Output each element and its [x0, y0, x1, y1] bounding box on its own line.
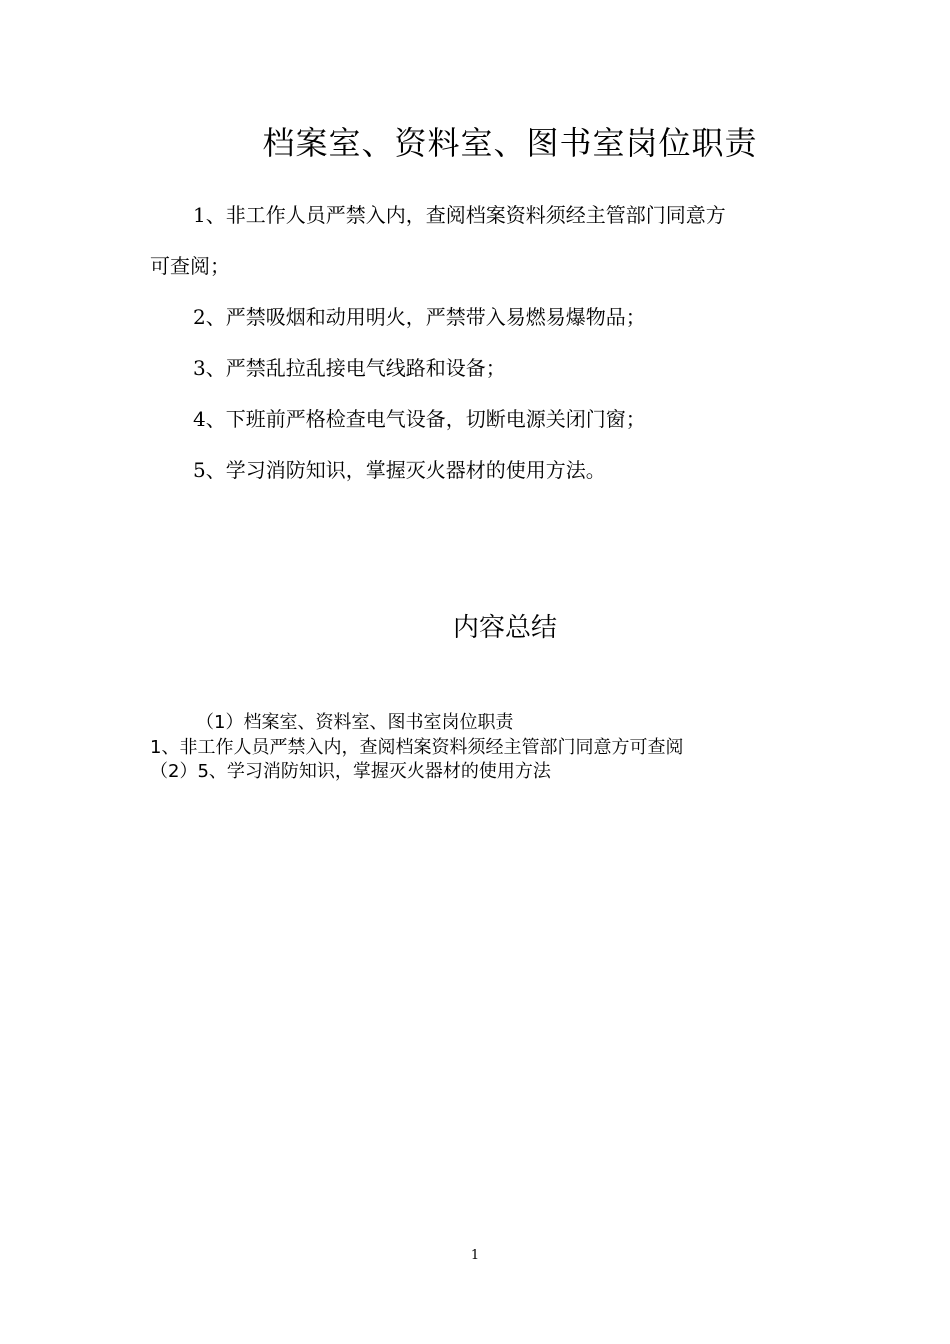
rule-text: 、严禁乱拉乱接电气线路和设备；	[205, 356, 506, 380]
rule-item-2	[193, 302, 646, 332]
rule-number: 1	[193, 203, 206, 227]
rule-number: 2	[193, 305, 206, 329]
rule-text: 、非工作人员严禁入内，查阅档案资料须经主管部门同意方	[205, 203, 726, 227]
rule-item-1	[193, 200, 726, 230]
summary-line-1: （1）档案室、资料室、图书室岗位职责	[196, 712, 514, 733]
rule-item-4	[193, 404, 646, 434]
rule-number: 4	[193, 407, 206, 431]
rule-text: 、下班前严格检查电气设备，切断电源关闭门窗；	[205, 407, 646, 431]
rule-text: 、学习消防知识，掌握灭火器材的使用方法。	[205, 458, 606, 482]
rule-item-1-continuation: 可查阅；	[150, 254, 230, 278]
page-number: 1	[470, 1248, 480, 1263]
document-title: 档案室、资料室、图书室岗位职责	[262, 124, 758, 162]
summary-title: 内容总结	[452, 613, 557, 643]
rule-item-3	[193, 353, 506, 383]
rule-number: 3	[193, 356, 206, 380]
summary-line-3: （2）5、学习消防知识，掌握灭火器材的使用方法	[150, 761, 551, 782]
summary-line-2: 1、非工作人员严禁入内，查阅档案资料须经主管部门同意方可查阅	[150, 737, 684, 758]
rule-text: 、严禁吸烟和动用明火，严禁带入易燃易爆物品；	[205, 305, 646, 329]
rule-number: 5	[193, 458, 206, 482]
rule-item-5	[193, 455, 606, 485]
